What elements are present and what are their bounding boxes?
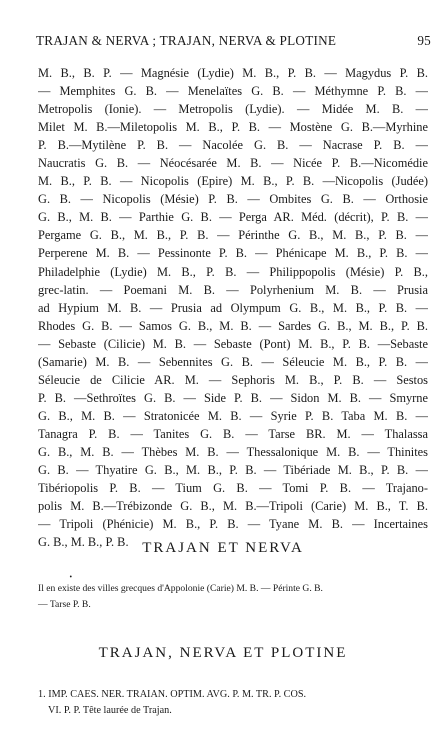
text-line: Metropolis (Ionie). — Metropolis (Lydie). — Midée M. B. —	[38, 102, 428, 117]
section-heading-trajan-nerva-plotine: TRAJAN, NERVA ET PLOTINE	[98, 645, 348, 661]
text-line: Philadelphie (Lydie) M. B., P. B. — Philippopolis (Mésie) P. B.,	[38, 264, 428, 279]
text-line: Perperene M. B. — Pessinonte P. B. — Phénicape M. B., P. B. —	[38, 246, 428, 261]
section1-text-line: Il en existe des villes grecques d'Appolonie (Carie) M. B. — Périnte G. B.	[38, 583, 323, 594]
text-line: Séleucie de Cilicie AR. M. — Sephoris M. B., P. B. — Sestos	[38, 372, 428, 387]
text-line: polis M. B.—Trébizonde G. B., M. B.—Tripoli (Carie) M. B., T. B.	[38, 499, 428, 514]
text-line: P. B. —Sethroïtes G. B. — Side P. B. — Sidon M. B. — Smyrne	[38, 390, 428, 405]
text-line: Naucratis G. B. — Néocésarée M. B. — Nicée P. B.—Nicomédie	[38, 156, 428, 171]
text-line: Milet M. B.—Miletopolis M. B., P. B. — Mostène G. B.—Myrhine	[38, 120, 428, 135]
text-line: G. B., M. B. — Stratonicée M. B. — Syrie P. B. Taba M. B. —	[38, 408, 428, 423]
text-line: G. B., M. B., P. B.	[38, 535, 129, 550]
section-heading-trajan-nerva: TRAJAN ET NERVA	[142, 540, 304, 556]
text-line: — Memphites G. B. — Menelaïtes G. B. — Méthymne P. B. —	[38, 84, 428, 99]
coin-list-paragraph	[38, 64, 428, 551]
text-line: — Tripoli (Phénicie) M. B., P. B. — Tyane M. B. — Incertaines	[38, 517, 428, 532]
text-line: M. B., B. P. — Magnésie (Lydie) M. B., P. B. — Magydus P. B.	[38, 66, 428, 80]
section2-text-line: 1. IMP. CAES. NER. TRAIAN. OPTIM. AVG. P. M. TR. P. COS.	[38, 689, 307, 700]
text-line: G. B., M. B. — Parthie G. B. — Perga AR. Méd. (décrit), P. B. —	[38, 210, 428, 225]
text-line: — Sebaste (Cilicie) M. B. — Sebaste (Pont) M. B., P. B. —Sebaste	[38, 336, 428, 351]
text-line: G. B. — Nicopolis (Mésie) P. B. — Ombites G. B. — Orthosie	[38, 192, 428, 207]
running-head-title: TRAJAN & NERVA ; TRAJAN, NERVA & PLOTINE	[36, 33, 337, 48]
text-line: (Samarie) M. B. — Sebennites G. B. — Séleucie M. B., P. B. —	[38, 354, 428, 369]
text-line: Tibériopolis P. B. — Tium G. B. — Tomi P. B. — Trajano-	[38, 481, 428, 496]
section2-text-line: VI. P. P. Tête laurée de Trajan.	[48, 705, 172, 716]
text-line: Rhodes G. B. — Samos G. B., M. B. — Sardes G. B., M. B., P. B.	[38, 318, 428, 333]
text-line: G. B. — Thyatire G. B., M. B., P. B. — Tibériade M. B., P. B. —	[38, 463, 428, 478]
text-line: M. B., P. B. — Nicopolis (Epire) M. B., P. B. —Nicopolis (Judée)	[38, 174, 428, 189]
text-line: ad Hypium M. B. — Prusia ad Olympum G. B., M. B., P. B. —	[38, 300, 428, 315]
text-line: Pergame G. B., M. B., P. B. — Périnthe G. B., M. B., P. B. —	[38, 228, 428, 243]
text-line: P. B.—Mytilène P. B. — Nacolée G. B. — Nacrase P. B. —	[38, 138, 428, 153]
text-line: grec-latin. — Poemani M. B. — Polyrhenium M. B. — Prusia	[38, 282, 428, 297]
text-line: G. B., M. B. — Thèbes M. B. — Thessalonique M. B. — Thinites	[38, 444, 428, 459]
section1-text-line: — Tarse P. B.	[38, 599, 91, 610]
page-number: 95	[417, 33, 431, 48]
text-line: Tanagra P. B. — Tanites G. B. — Tarse BR. M. — Thalassa	[38, 426, 428, 441]
running-head	[36, 33, 431, 49]
dot-ornament: •	[69, 574, 73, 581]
